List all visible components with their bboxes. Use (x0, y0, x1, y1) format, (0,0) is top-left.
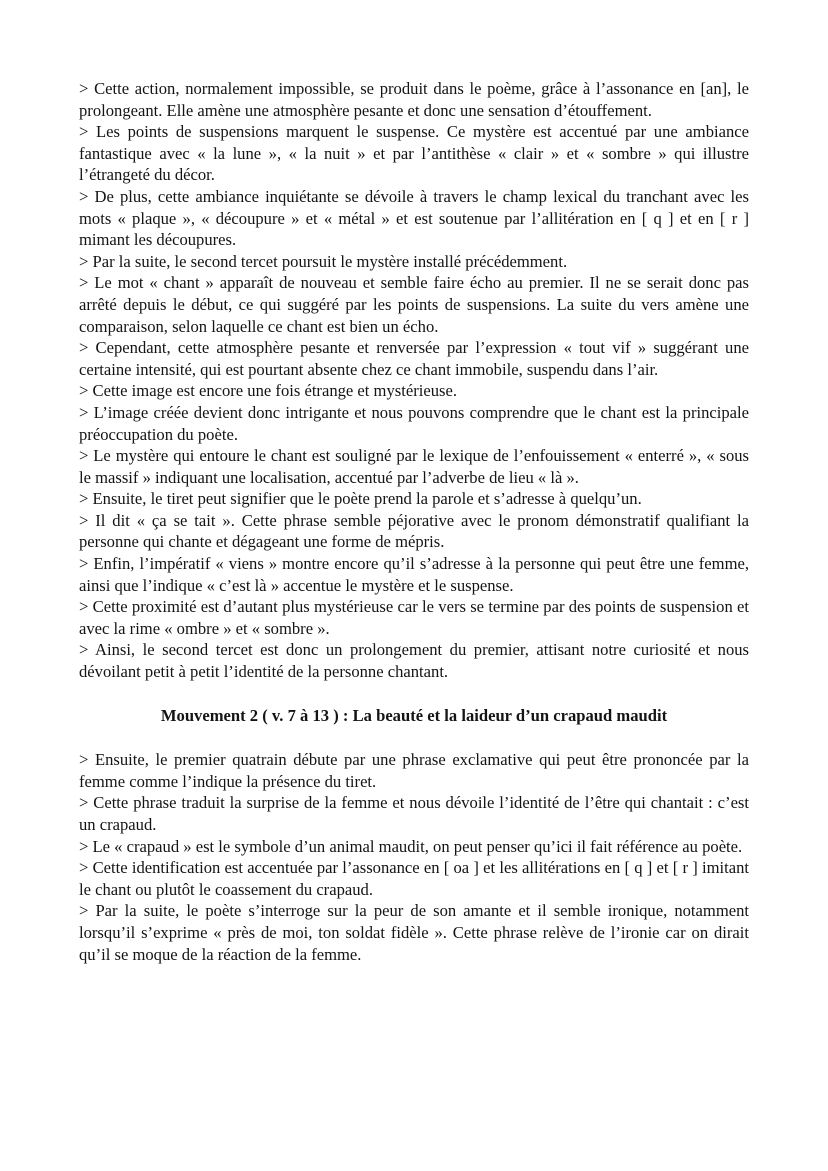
analysis-paragraph: > Le mystère qui entoure le chant est souligné par le lexique de l’enfouissement « enterré », « sous le massif » indiquant une localisation, accentué par l’adverbe de lieu « là ». (79, 446, 749, 487)
analysis-paragraph: > Les points de suspensions marquent le suspense. Ce mystère est accentué par une ambiance fantastique avec « la lune », « la nuit » et par l’antithèse « clair » et « sombre » qui illustre l’étrangeté du décor. (79, 122, 749, 185)
analysis-paragraph: > Cette action, normalement impossible, se produit dans le poème, grâce à l’assonance en [an], le prolongeant. Elle amène une atmosphère pesante et donc une sensation d’étouffement. (79, 79, 749, 120)
analysis-paragraph: > Cette identification est accentuée par l’assonance en [ oa ] et les allitérations en [ q ] et [ r ] imitant le chant ou plutôt le coassement du crapaud. (79, 858, 749, 899)
analysis-paragraph: > Enfin, l’impératif « viens » montre encore qu’il s’adresse à la personne qui peut être une femme, ainsi que l’indique « c’est là » accentue le mystère et le suspense. (79, 554, 749, 595)
analysis-paragraph: > L’image créée devient donc intrigante et nous pouvons comprendre que le chant est la principale préoccupation du poète. (79, 402, 749, 444)
section-movement-2-analysis (79, 749, 749, 965)
analysis-paragraph: > Il dit « ça se tait ». Cette phrase semble péjorative avec le pronom démonstratif qualifiant la personne qui chante et dégageant une forme de mépris. (79, 510, 749, 552)
analysis-paragraph: > Par la suite, le poète s’interroge sur la peur de son amante et il semble ironique, notamment lorsqu’il s’exprime « près de moi, ton soldat fidèle ». Cette phrase relève de l’ironie car on dirait qu’il se moque de la réaction de la femme. (79, 901, 749, 964)
analysis-paragraph: > De plus, cette ambiance inquiétante se dévoile à travers le champ lexical du tranchant avec les mots « plaque », « découpure » et « métal » et est soutenue par l’allitération en [ q ] et en [ r ] mimant les découpures. (79, 186, 749, 250)
analysis-paragraph: > Le mot « chant » apparaît de nouveau et semble faire écho au premier. Il ne se serait donc pas arrêté depuis le début, ce qui suggéré par les points de suspensions. La suite du vers amène une comparaison, selon laquelle ce chant est bien un écho. (79, 273, 749, 336)
analysis-paragraph: > Cependant, cette atmosphère pesante et renversée par l’expression « tout vif » suggérant une certaine intensité, qui est pourtant absente chez ce chant immobile, suspendu dans l’air. (79, 338, 749, 379)
analysis-paragraph: > Ensuite, le tiret peut signifier que le poète prend la parole et s’adresse à quelqu’un. (79, 489, 642, 509)
analysis-paragraph: > Cette image est encore une fois étrange et mystérieuse. (79, 381, 457, 401)
section-movement-1-analysis (79, 78, 749, 683)
analysis-paragraph: > Ensuite, le premier quatrain débute par une phrase exclamative qui peut être prononcée par la femme comme l’indique la présence du tiret. (79, 750, 749, 791)
analysis-paragraph: > Cette proximité est d’autant plus mystérieuse car le vers se termine par des points de suspension et avec la rime « ombre » et « sombre ». (79, 597, 749, 638)
analysis-paragraph: > Le « crapaud » est le symbole d’un animal maudit, on peut penser qu’ici il fait référence au poète. (79, 836, 743, 856)
analysis-paragraph: > Par la suite, le second tercet poursuit le mystère installé précédemment. (79, 251, 568, 271)
document-page (79, 78, 749, 965)
analysis-paragraph: > Ainsi, le second tercet est donc un prolongement du premier, attisant notre curiosité et nous dévoilant petit à petit l’identité de la personne chantant. (79, 640, 749, 682)
analysis-paragraph: > Cette phrase traduit la surprise de la femme et nous dévoile l’identité de l’être qui chantait : c’est un crapaud. (79, 793, 749, 834)
section-heading-movement-2: Mouvement 2 ( v. 7 à 13 ) : La beauté et la laideur d’un crapaud maudit (160, 705, 668, 725)
